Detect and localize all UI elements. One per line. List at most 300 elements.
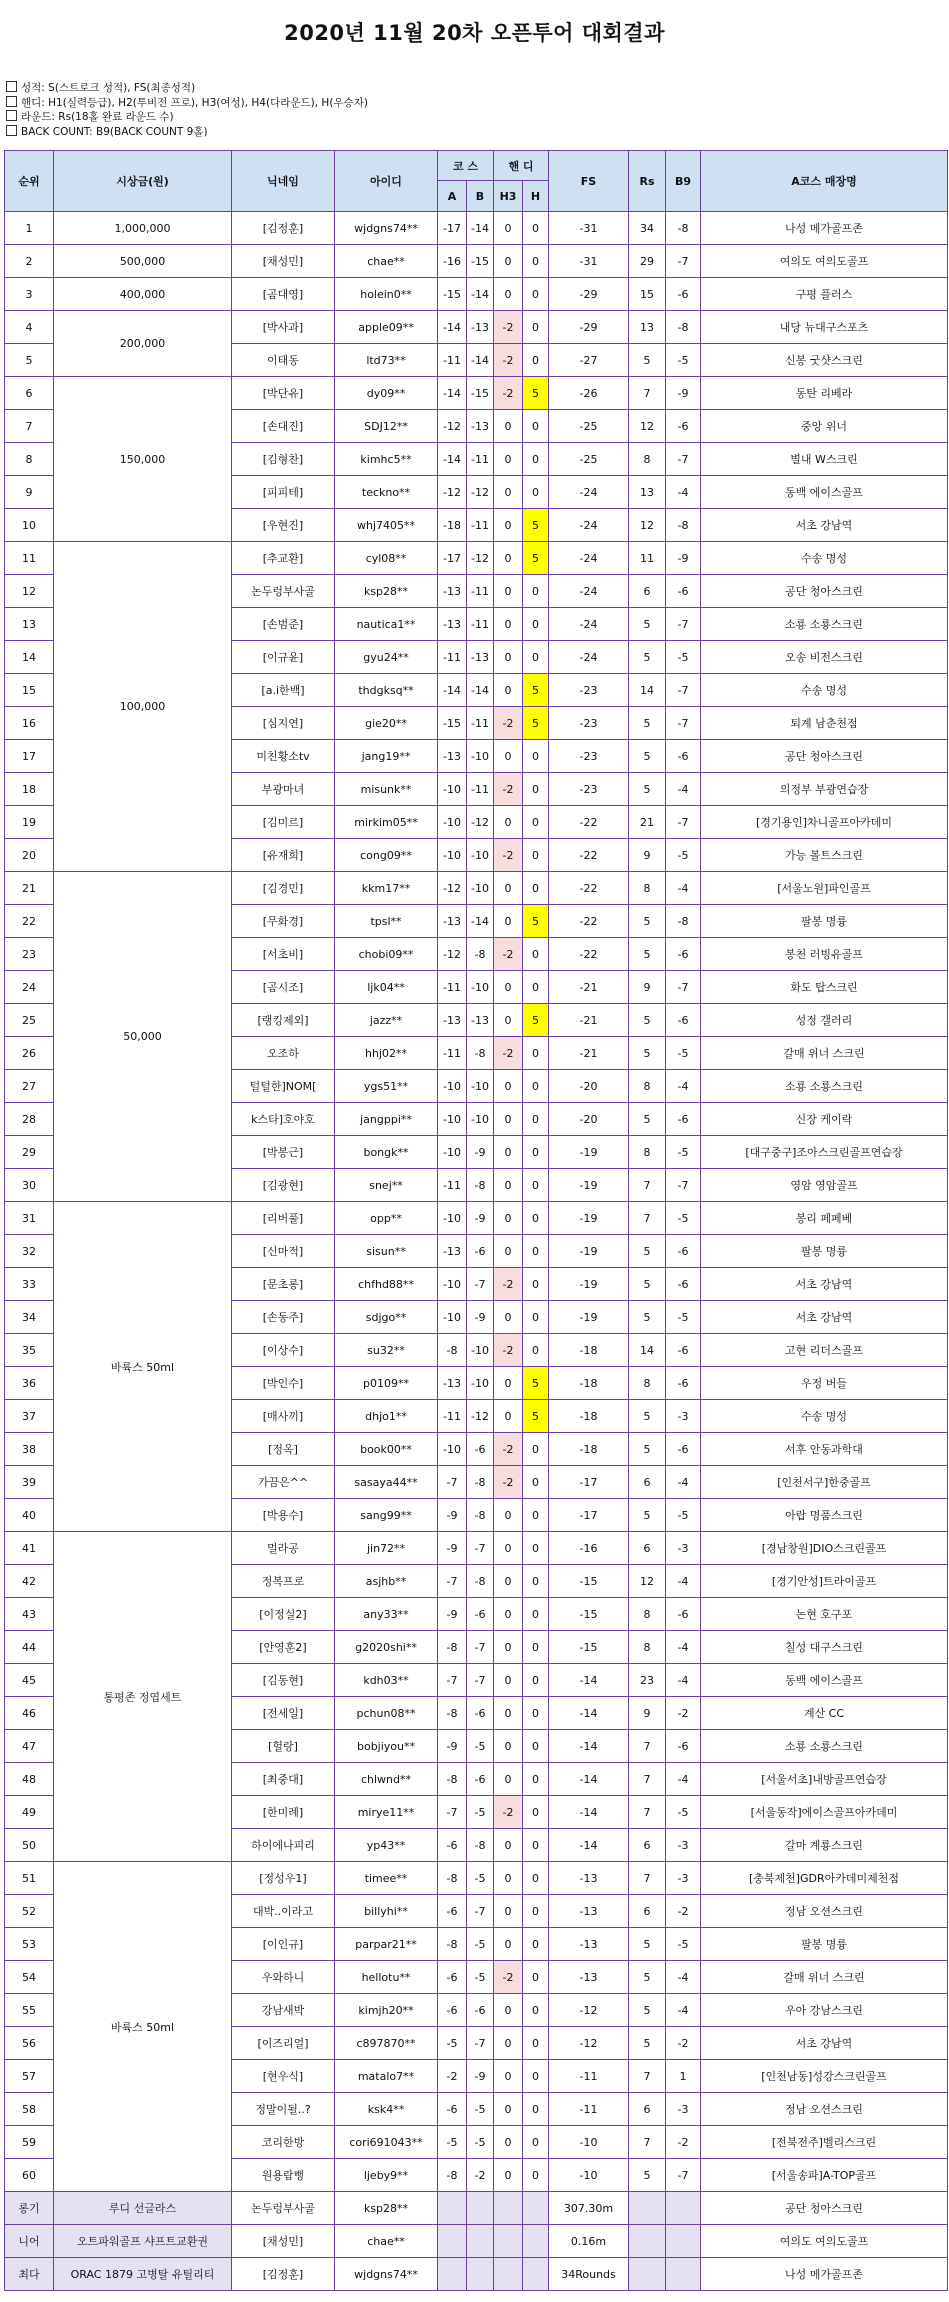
cell-rs: 34: [629, 212, 666, 245]
cell-nick: 부광마녀: [232, 773, 335, 806]
cell-rs: 5: [629, 1004, 666, 1037]
cell-nick: [박용수]: [232, 1499, 335, 1532]
cell-rs: 9: [629, 839, 666, 872]
cell-h: 0: [523, 1532, 549, 1565]
cell-rs: 6: [629, 1466, 666, 1499]
cell-a: -13: [438, 740, 467, 773]
cell-rs: 7: [629, 1862, 666, 1895]
cell-b9: -3: [666, 1862, 701, 1895]
cell-h3: -2: [494, 1796, 523, 1829]
cell-a: -10: [438, 1202, 467, 1235]
cell-id: g2020shi**: [335, 1631, 438, 1664]
cell-h: 0: [523, 2126, 549, 2159]
cell-fs: -26: [549, 377, 629, 410]
cell-b: -13: [467, 410, 494, 443]
cell-b: -11: [467, 443, 494, 476]
cell-b9: -6: [666, 278, 701, 311]
cell-fs: -11: [549, 2093, 629, 2126]
cell-b9: -7: [666, 608, 701, 641]
cell-store: 서초 강남역: [701, 509, 948, 542]
award-store: 나성 메가골프존: [701, 2258, 948, 2291]
cell-store: [전북전주]벨리스크린: [701, 2126, 948, 2159]
cell-b: -2: [467, 2159, 494, 2192]
cell-store: [인천남동]성강스크린골프: [701, 2060, 948, 2093]
award-prize: 루디 선글라스: [54, 2192, 232, 2225]
cell-fs: -14: [549, 1664, 629, 1697]
cell-rank: 1: [5, 212, 54, 245]
cell-nick: [우현진]: [232, 509, 335, 542]
empty-cell: [494, 2225, 523, 2258]
cell-h: 0: [523, 2093, 549, 2126]
cell-store: 내당 뉴대구스포츠: [701, 311, 948, 344]
cell-h3: -2: [494, 1334, 523, 1367]
cell-nick: 가끔은^^: [232, 1466, 335, 1499]
cell-rs: 7: [629, 2126, 666, 2159]
cell-store: 화도 탑스크린: [701, 971, 948, 1004]
cell-rank: 41: [5, 1532, 54, 1565]
cell-b: -11: [467, 707, 494, 740]
cell-id: gie20**: [335, 707, 438, 740]
cell-h: 0: [523, 1070, 549, 1103]
cell-store: 우아 강남스크린: [701, 1994, 948, 2027]
cell-b: -6: [467, 1433, 494, 1466]
cell-h: 5: [523, 377, 549, 410]
cell-fs: -14: [549, 1697, 629, 1730]
cell-rs: 5: [629, 1235, 666, 1268]
cell-b9: -6: [666, 1433, 701, 1466]
cell-rank: 27: [5, 1070, 54, 1103]
cell-store: 갈매 위너 스크린: [701, 1961, 948, 1994]
cell-nick: [이규윤]: [232, 641, 335, 674]
empty-cell: [666, 2258, 701, 2291]
cell-nick: 정복프로: [232, 1565, 335, 1598]
cell-rs: 6: [629, 1829, 666, 1862]
cell-fs: -18: [549, 1433, 629, 1466]
cell-b: -5: [467, 1928, 494, 1961]
cell-fs: -22: [549, 938, 629, 971]
award-prize: 오트파워골프 샤프트교환권: [54, 2225, 232, 2258]
cell-h3: 0: [494, 1532, 523, 1565]
cell-fs: -22: [549, 872, 629, 905]
cell-fs: -19: [549, 1235, 629, 1268]
cell-id: sasaya44**: [335, 1466, 438, 1499]
award-type: 니어: [5, 2225, 54, 2258]
cell-fs: -22: [549, 905, 629, 938]
cell-b9: -4: [666, 1631, 701, 1664]
cell-rank: 31: [5, 1202, 54, 1235]
cell-b9: -7: [666, 707, 701, 740]
cell-b9: -6: [666, 1730, 701, 1763]
cell-store: 논현 호구포: [701, 1598, 948, 1631]
cell-nick: [이인규]: [232, 1928, 335, 1961]
cell-store: 동백 에이스골프: [701, 476, 948, 509]
cell-b9: -7: [666, 971, 701, 1004]
cell-a: -7: [438, 1565, 467, 1598]
cell-rank: 57: [5, 2060, 54, 2093]
cell-id: mirkim05**: [335, 806, 438, 839]
cell-b9: -7: [666, 245, 701, 278]
cell-a: -10: [438, 1301, 467, 1334]
cell-fs: -25: [549, 443, 629, 476]
cell-id: jang19**: [335, 740, 438, 773]
cell-id: kdh03**: [335, 1664, 438, 1697]
cell-h3: 0: [494, 1763, 523, 1796]
cell-rs: 12: [629, 1565, 666, 1598]
cell-nick: 대박..이라고: [232, 1895, 335, 1928]
cell-h: 0: [523, 641, 549, 674]
cell-h: 0: [523, 971, 549, 1004]
cell-h: 0: [523, 443, 549, 476]
cell-rank: 9: [5, 476, 54, 509]
cell-id: cori691043**: [335, 2126, 438, 2159]
cell-h3: 0: [494, 245, 523, 278]
cell-fs: -24: [549, 476, 629, 509]
cell-h3: -2: [494, 311, 523, 344]
cell-a: -17: [438, 212, 467, 245]
award-nickname: [김정훈]: [232, 2258, 335, 2291]
header-course: 코 스: [438, 151, 494, 181]
award-record: 307.30m: [549, 2192, 629, 2225]
cell-b: -10: [467, 872, 494, 905]
cell-nick: [손대진]: [232, 410, 335, 443]
cell-prize: 1,000,000: [54, 212, 232, 245]
cell-fs: -20: [549, 1070, 629, 1103]
cell-rs: 12: [629, 509, 666, 542]
cell-b: -5: [467, 1961, 494, 1994]
cell-a: -13: [438, 608, 467, 641]
cell-nick: [한미례]: [232, 1796, 335, 1829]
empty-cell: [629, 2258, 666, 2291]
cell-fs: -14: [549, 1796, 629, 1829]
cell-b9: -4: [666, 1961, 701, 1994]
cell-rank: 55: [5, 1994, 54, 2027]
cell-h3: 0: [494, 509, 523, 542]
cell-h3: 0: [494, 2159, 523, 2192]
cell-id: ksp28**: [335, 575, 438, 608]
cell-id: thdgksq**: [335, 674, 438, 707]
cell-h: 0: [523, 344, 549, 377]
cell-a: -14: [438, 674, 467, 707]
cell-b9: -5: [666, 1928, 701, 1961]
table-row: [5, 245, 948, 278]
cell-rank: 2: [5, 245, 54, 278]
cell-store: 동탄 리베라: [701, 377, 948, 410]
cell-a: -9: [438, 1532, 467, 1565]
cell-h: 0: [523, 872, 549, 905]
cell-b: -9: [467, 1136, 494, 1169]
cell-b9: -6: [666, 575, 701, 608]
cell-rs: 5: [629, 641, 666, 674]
cell-h: 0: [523, 938, 549, 971]
cell-h3: 0: [494, 2093, 523, 2126]
cell-h3: 0: [494, 1400, 523, 1433]
cell-rank: 6: [5, 377, 54, 410]
cell-nick: [김광현]: [232, 1169, 335, 1202]
cell-id: cong09**: [335, 839, 438, 872]
cell-store: 서초 강남역: [701, 2027, 948, 2060]
cell-nick: 하이에나피리: [232, 1829, 335, 1862]
cell-b9: -5: [666, 641, 701, 674]
cell-h3: -2: [494, 1466, 523, 1499]
cell-b: -9: [467, 1301, 494, 1334]
cell-rank: 30: [5, 1169, 54, 1202]
cell-b: -6: [467, 1697, 494, 1730]
cell-rank: 28: [5, 1103, 54, 1136]
award-id: ksp28**: [335, 2192, 438, 2225]
cell-h3: 0: [494, 1169, 523, 1202]
cell-h3: 0: [494, 1697, 523, 1730]
cell-store: 팔봉 명륭: [701, 1928, 948, 1961]
cell-rs: 5: [629, 707, 666, 740]
cell-prize: 400,000: [54, 278, 232, 311]
cell-b: -12: [467, 476, 494, 509]
cell-rank: 39: [5, 1466, 54, 1499]
cell-rank: 34: [5, 1301, 54, 1334]
table-row: [5, 1202, 948, 1235]
cell-b: -14: [467, 212, 494, 245]
cell-nick: k스타]호야호: [232, 1103, 335, 1136]
cell-store: 갈매 위너 스크린: [701, 1037, 948, 1070]
cell-store: 공단 청아스크린: [701, 740, 948, 773]
cell-rs: 9: [629, 1697, 666, 1730]
cell-h: 5: [523, 509, 549, 542]
cell-store: 소룡 소룡스크린: [701, 1070, 948, 1103]
cell-nick: [박봉근]: [232, 1136, 335, 1169]
cell-fs: -23: [549, 674, 629, 707]
cell-nick: [헐랑]: [232, 1730, 335, 1763]
cell-b9: -5: [666, 344, 701, 377]
note-rounds: 라운드: Rs(18홀 완료 라운드 수): [6, 110, 949, 125]
cell-b9: -6: [666, 740, 701, 773]
cell-h3: 0: [494, 1730, 523, 1763]
cell-rank: 38: [5, 1433, 54, 1466]
cell-store: [서울송파]A-TOP골프: [701, 2159, 948, 2192]
cell-a: -7: [438, 1664, 467, 1697]
cell-nick: 멀라공: [232, 1532, 335, 1565]
cell-store: 수송 명성: [701, 674, 948, 707]
cell-id: hellotu**: [335, 1961, 438, 1994]
cell-nick: [유재희]: [232, 839, 335, 872]
cell-store: 신장 케이락: [701, 1103, 948, 1136]
cell-fs: -13: [549, 1895, 629, 1928]
cell-h: 0: [523, 1202, 549, 1235]
cell-rank: 51: [5, 1862, 54, 1895]
cell-fs: -14: [549, 1829, 629, 1862]
cell-a: -14: [438, 311, 467, 344]
cell-rs: 6: [629, 575, 666, 608]
cell-b9: -7: [666, 674, 701, 707]
cell-rs: 8: [629, 1598, 666, 1631]
cell-nick: [신마적]: [232, 1235, 335, 1268]
cell-rank: 44: [5, 1631, 54, 1664]
cell-fs: -12: [549, 1994, 629, 2027]
cell-fs: -21: [549, 971, 629, 1004]
cell-b: -14: [467, 344, 494, 377]
cell-b: -5: [467, 1796, 494, 1829]
cell-nick: [박인수]: [232, 1367, 335, 1400]
cell-store: 소룡 소룡스크린: [701, 608, 948, 641]
cell-a: -11: [438, 641, 467, 674]
cell-id: tecknо**: [335, 476, 438, 509]
cell-nick: [문초롱]: [232, 1268, 335, 1301]
cell-nick: [현우식]: [232, 2060, 335, 2093]
cell-rank: 24: [5, 971, 54, 1004]
cell-store: 나성 메가골프존: [701, 212, 948, 245]
cell-store: 수송 명성: [701, 542, 948, 575]
cell-b9: -8: [666, 311, 701, 344]
cell-h3: 0: [494, 212, 523, 245]
cell-rank: 10: [5, 509, 54, 542]
cell-store: [경기용인]차니골프아카데미: [701, 806, 948, 839]
cell-h: 5: [523, 1367, 549, 1400]
cell-id: opp**: [335, 1202, 438, 1235]
cell-store: 중앙 위너: [701, 410, 948, 443]
cell-nick: [김경민]: [232, 872, 335, 905]
cell-h: 0: [523, 1268, 549, 1301]
cell-h: 0: [523, 1565, 549, 1598]
cell-prize: 500,000: [54, 245, 232, 278]
cell-store: 계산 CC: [701, 1697, 948, 1730]
cell-id: mirye11**: [335, 1796, 438, 1829]
cell-b9: -3: [666, 1829, 701, 1862]
cell-nick: [김정훈]: [232, 212, 335, 245]
cell-b9: -4: [666, 773, 701, 806]
cell-b: -15: [467, 245, 494, 278]
cell-h3: 0: [494, 872, 523, 905]
cell-h: 0: [523, 1598, 549, 1631]
cell-a: -13: [438, 1004, 467, 1037]
cell-prize: 50,000: [54, 872, 232, 1202]
cell-h3: 0: [494, 1928, 523, 1961]
cell-rs: 11: [629, 542, 666, 575]
cell-h: 0: [523, 1499, 549, 1532]
cell-b9: -8: [666, 905, 701, 938]
cell-h3: -2: [494, 938, 523, 971]
cell-nick: [최중대]: [232, 1763, 335, 1796]
cell-id: ksk4**: [335, 2093, 438, 2126]
cell-a: -10: [438, 1136, 467, 1169]
cell-fs: -23: [549, 773, 629, 806]
cell-a: -11: [438, 344, 467, 377]
cell-a: -15: [438, 707, 467, 740]
cell-b9: -6: [666, 1004, 701, 1037]
cell-h: 0: [523, 1631, 549, 1664]
cell-fs: -19: [549, 1136, 629, 1169]
cell-h3: 0: [494, 608, 523, 641]
cell-id: c897870**: [335, 2027, 438, 2060]
cell-id: su32**: [335, 1334, 438, 1367]
cell-b: -11: [467, 509, 494, 542]
cell-rank: 47: [5, 1730, 54, 1763]
cell-h3: 0: [494, 1202, 523, 1235]
cell-rank: 59: [5, 2126, 54, 2159]
cell-rs: 6: [629, 1895, 666, 1928]
cell-h: 0: [523, 278, 549, 311]
cell-a: -8: [438, 2159, 467, 2192]
cell-a: -13: [438, 575, 467, 608]
cell-b9: -7: [666, 443, 701, 476]
cell-h: 0: [523, 1433, 549, 1466]
cell-rank: 14: [5, 641, 54, 674]
cell-b: -7: [467, 2027, 494, 2060]
cell-h3: 0: [494, 1862, 523, 1895]
cell-nick: 강남새박: [232, 1994, 335, 2027]
cell-fs: -13: [549, 1928, 629, 1961]
cell-rs: 6: [629, 1532, 666, 1565]
cell-h: 0: [523, 740, 549, 773]
cell-nick: [박사과]: [232, 311, 335, 344]
cell-rs: 8: [629, 872, 666, 905]
cell-rs: 5: [629, 1994, 666, 2027]
cell-nick: [안영훈2]: [232, 1631, 335, 1664]
cell-a: -7: [438, 1796, 467, 1829]
cell-h3: 0: [494, 1004, 523, 1037]
note-handicap: 핸디: H1(실력등급), H2(투비전 프로), H3(여성), H4(다라운드), H(우승자): [6, 96, 949, 111]
cell-a: -5: [438, 2126, 467, 2159]
cell-rank: 17: [5, 740, 54, 773]
cell-rank: 11: [5, 542, 54, 575]
cell-id: cyl08**: [335, 542, 438, 575]
cell-b: -14: [467, 674, 494, 707]
cell-b9: -5: [666, 1796, 701, 1829]
award-store: 공단 청아스크린: [701, 2192, 948, 2225]
cell-rank: 36: [5, 1367, 54, 1400]
cell-h3: 0: [494, 674, 523, 707]
cell-nick: [김미르]: [232, 806, 335, 839]
cell-store: 소룡 소룡스크린: [701, 1730, 948, 1763]
cell-fs: -29: [549, 278, 629, 311]
cell-rank: 35: [5, 1334, 54, 1367]
cell-nick: 코리한방: [232, 2126, 335, 2159]
table-row: [5, 212, 948, 245]
cell-store: 수송 명성: [701, 1400, 948, 1433]
cell-rank: 54: [5, 1961, 54, 1994]
cell-b: -6: [467, 1994, 494, 2027]
cell-id: bobjiyou**: [335, 1730, 438, 1763]
cell-fs: -19: [549, 1169, 629, 1202]
cell-b: -5: [467, 1730, 494, 1763]
cell-store: [서울노원]파인골프: [701, 872, 948, 905]
cell-b9: -5: [666, 1499, 701, 1532]
cell-a: -13: [438, 1367, 467, 1400]
cell-fs: -15: [549, 1565, 629, 1598]
cell-b9: -3: [666, 2093, 701, 2126]
cell-a: -13: [438, 1235, 467, 1268]
cell-h: 0: [523, 575, 549, 608]
cell-h: 5: [523, 707, 549, 740]
cell-b: -11: [467, 773, 494, 806]
cell-rs: 5: [629, 608, 666, 641]
cell-a: -8: [438, 1928, 467, 1961]
cell-b: -5: [467, 2126, 494, 2159]
cell-nick: [정옥]: [232, 1433, 335, 1466]
cell-a: -8: [438, 1697, 467, 1730]
empty-cell: [438, 2258, 467, 2291]
cell-h: 5: [523, 674, 549, 707]
cell-a: -12: [438, 938, 467, 971]
cell-nick: [심지연]: [232, 707, 335, 740]
cell-b9: -2: [666, 2027, 701, 2060]
cell-id: hhj02**: [335, 1037, 438, 1070]
cell-h3: 0: [494, 1235, 523, 1268]
cell-store: [서울동작]에이스골프아카데미: [701, 1796, 948, 1829]
cell-id: kimjh20**: [335, 1994, 438, 2027]
cell-store: 가능 볼트스크린: [701, 839, 948, 872]
cell-rank: 22: [5, 905, 54, 938]
cell-store: 팔봉 명륭: [701, 1235, 948, 1268]
cell-rank: 15: [5, 674, 54, 707]
cell-h: 0: [523, 806, 549, 839]
